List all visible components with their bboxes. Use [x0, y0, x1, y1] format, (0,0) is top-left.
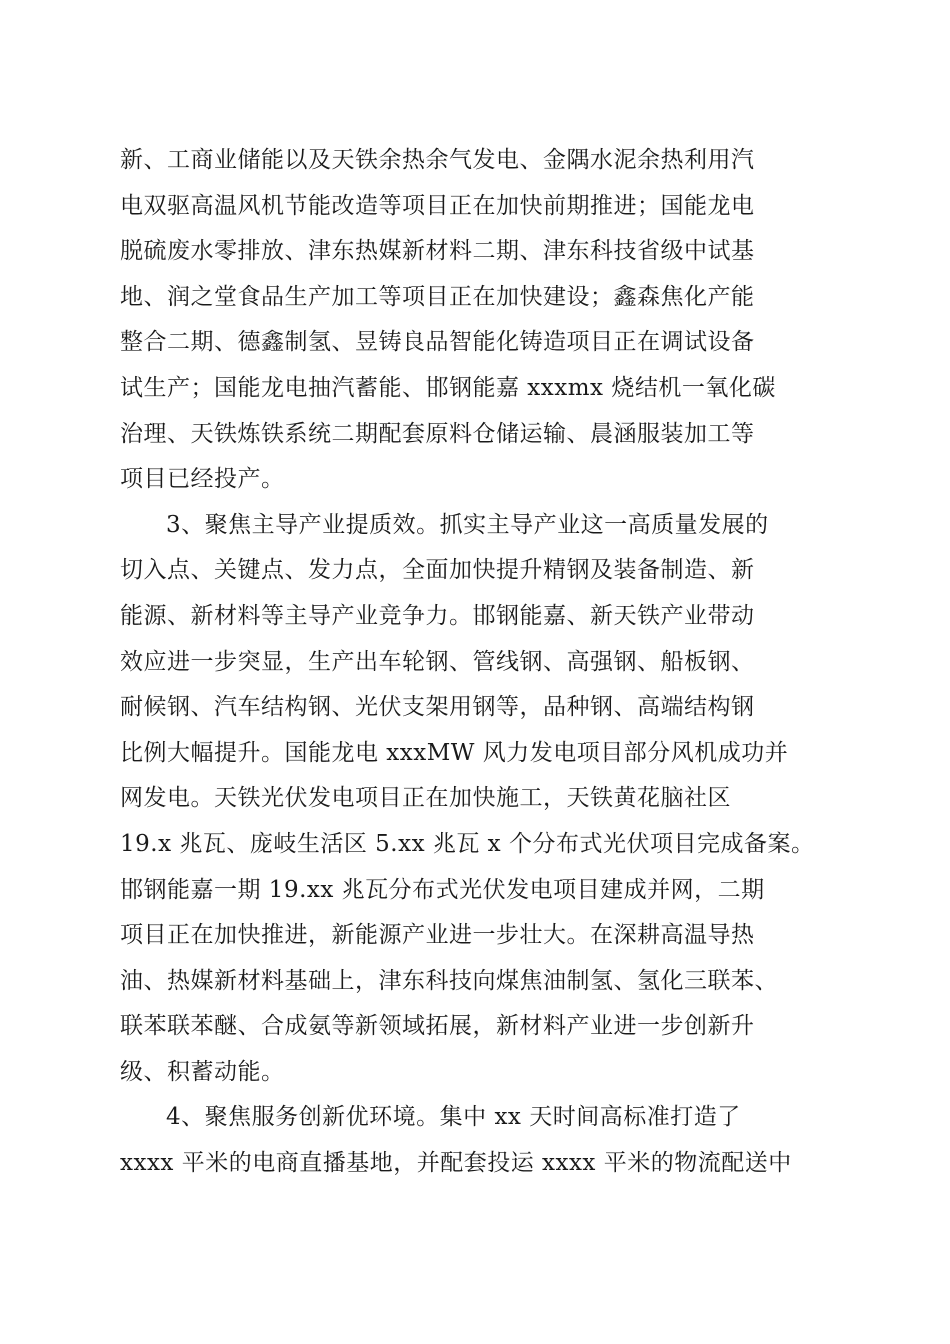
text-line: 项目正在加快推进，新能源产业进一步壮大。在深耕高温导热 — [120, 922, 755, 949]
text-line: 网发电。天铁光伏发电项目正在加快施工，天铁黄花脑社区 — [120, 785, 731, 812]
text-line: 比例大幅提升。国能龙电 xxxMW 风力发电项目部分风机成功并 — [120, 739, 789, 766]
text-line: 联苯联苯醚、合成氨等新领域拓展，新材料产业进一步创新升 — [120, 1013, 755, 1040]
text-line: 整合二期、德鑫制氢、昱铸良品智能化铸造项目正在调试设备 — [120, 329, 755, 356]
text-line: 效应进一步突显，生产出车轮钢、管线钢、高强钢、船板钢、 — [120, 648, 755, 675]
text-line: 治理、天铁炼铁系统二期配套原料仓储运输、晨涵服装加工等 — [120, 420, 755, 447]
text-line: 电双驱高温风机节能改造等项目正在加快前期推进；国能龙电 — [120, 192, 755, 219]
text-line: 19.x 兆瓦、庞岐生活区 5.xx 兆瓦 x 个分布式光伏项目完成备案。 — [120, 830, 815, 857]
section-3-heading-line: 3、聚焦主导产业提质效。抓实主导产业这一高质量发展的 — [166, 511, 769, 538]
text-line: xxxx 平米的电商直播基地，并配套投运 xxxx 平米的物流配送中 — [120, 1150, 792, 1177]
text-line: 能源、新材料等主导产业竞争力。邯钢能嘉、新天铁产业带动 — [120, 602, 755, 629]
text-line: 地、润之堂食品生产加工等项目正在加快建设；鑫森焦化产能 — [120, 283, 755, 310]
text-line: 级、积蓄动能。 — [120, 1058, 285, 1085]
text-line: 油、热媒新材料基础上，津东科技向煤焦油制氢、氢化三联苯、 — [120, 967, 778, 994]
text-line: 试生产；国能龙电抽汽蓄能、邯钢能嘉 xxxmx 烧结机一氧化碳 — [120, 374, 776, 401]
text-line: 脱硫废水零排放、津东热媒新材料二期、津东科技省级中试基 — [120, 238, 755, 265]
section-4-heading-line: 4、聚焦服务创新优环境。集中 xx 天时间高标准打造了 — [166, 1104, 741, 1131]
text-line: 切入点、关键点、发力点，全面加快提升精钢及装备制造、新 — [120, 557, 755, 584]
text-line: 项目已经投产。 — [120, 466, 285, 493]
body-text — [120, 138, 840, 1187]
text-line: 邯钢能嘉一期 19.xx 兆瓦分布式光伏发电项目建成并网，二期 — [120, 876, 765, 903]
text-line: 新、工商业储能以及天铁余热余气发电、金隅水泥余热利用汽 — [120, 147, 755, 173]
text-line: 耐候钢、汽车结构钢、光伏支架用钢等，品种钢、高端结构钢 — [120, 694, 755, 721]
